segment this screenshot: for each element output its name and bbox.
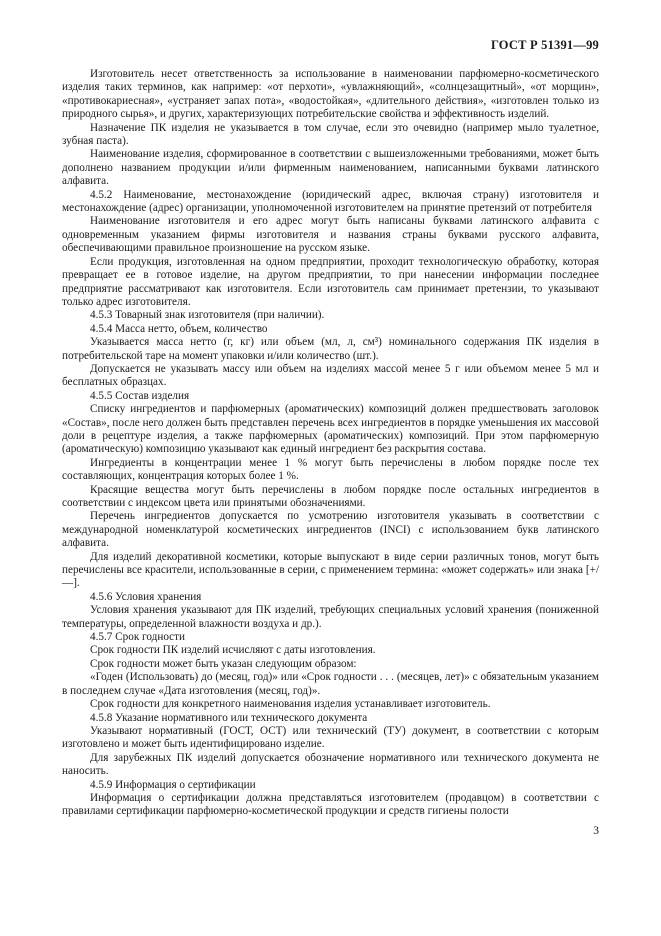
page-number: 3 <box>593 825 599 837</box>
section-heading: 4.5.8 Указание нормативного или технического документа <box>90 711 368 724</box>
paragraph: Условия хранения указывают для ПК изделий, требующих специальных условий хранения (пониженной температуры, определенной влажности воздуха и др.). <box>62 604 599 630</box>
paragraph: Если продукция, изготовленная на одном предприятии, проходит технологическую обработку, которая превращает ее в готовое изделие, на другом предприятии, то при нанесении информации последнее предприятие рассматривают как изготовителя. Если изготовитель сам принимает претензии, то указывают только адрес изготовителя. <box>62 255 599 308</box>
paragraph: Перечень ингредиентов допускается по усмотрению изготовителя указывать в соответствии с международной номенклатурой косметических ингредиентов (INCI) с использованием букв латинского алфавита. <box>62 510 599 550</box>
paragraph: Красящие вещества могут быть перечислены в любом порядке после остальных ингредиентов в соответствии с индексом цвета или принятыми обозначениями. <box>62 483 599 509</box>
section-heading: 4.5.9 Информация о сертификации <box>90 778 256 791</box>
paragraph: Указывается масса нетто (г, кг) или объем (мл, л, см³) номинального содержания ПК изделия в потребительской таре на момент упаковки и/или количество (шт.). <box>62 336 599 362</box>
paragraph: Информация о сертификации должна представляться изготовителем (продавцом) в соответствии с правилами сертификации парфюмерно-косметической продукции и средств гигиены полости <box>62 791 599 818</box>
paragraph: Срок годности для конкретного наименования изделия устанавливает изготовитель. <box>90 698 491 711</box>
paragraph: Наименование изготовителя и его адрес могут быть написаны буквами латинского алфавита с одновременным указанием фирмы изготовителя и названия страны буквами русского алфавита, обеспечивающими правильное произношение на русском языке. <box>62 215 599 255</box>
section-heading: 4.5.7 Срок годности <box>90 631 186 644</box>
paragraph: Ингредиенты в концентрации менее 1 % могут быть перечислены в любом порядке после тех составляющих, концентрация которых более 1 %. <box>62 456 599 483</box>
paragraph: «Годен (Использовать) до (месяц, год)» или «Срок годности . . . (месяцев, лет)» с обязательным указанием в последнем случае «Дата изготовления (месяц, год)». <box>62 671 599 697</box>
section-heading: 4.5.4 Масса нетто, объем, количество <box>90 322 268 335</box>
paragraph: Для изделий декоративной косметики, которые выпускают в виде серии различных тонов, могут быть перечислены все красители, использованные в серии, с применением термина: «может содержать» или знака [+/—]. <box>62 550 599 590</box>
paragraph: Наименование изделия, сформированное в соответствии с вышеизложенными требованиями, может быть дополнено названием продукции и/или фирменным наименованием, написанными буквами латинского алфавита. <box>62 148 599 188</box>
standard-designation: ГОСТ Р 51391—99 <box>490 38 599 52</box>
paragraph: Списку ингредиентов и парфюмерных (ароматических) композиций должен предшествовать заголовок «Состав», после него должен быть представлен перечень всех ингредиентов в порядке уменьшения их массовой доли в рецептуре изделия, а также парфюмерных (ароматических) композиций. При этом парфюмерную (ароматическую) композицию указывают как единый ингредиент без раскрытия состава. <box>62 403 599 456</box>
paragraph: Назначение ПК изделия не указывается в том случае, если это очевидно (например мыло туалетное, зубная паста). <box>62 121 599 148</box>
body-text <box>62 68 599 819</box>
paragraph: Изготовитель несет ответственность за использование в наименовании парфюмерно-косметического изделия таких терминов, как например: «от перхоти», «увлажняющий», «солнцезащитный», «от морщин», «противокариесная», «устраняет запах пота», «водостойкая», «длительного действия», «изготовлен только из природного сырья», и других, характеризующих потребительские свойства и эффективность изделий. <box>62 68 599 121</box>
section-heading: 4.5.2 Наименование, местонахождение (юридический адрес, включая страну) изготовителя и местонахождение (адрес) организации, уполномоченной изготовителем на принятие претензий от потребителя <box>62 188 599 215</box>
paragraph: Допускается не указывать массу или объем на изделиях массой менее 5 г или объемом менее 5 мл и бесплатных образцах. <box>62 362 599 389</box>
paragraph: Указывают нормативный (ГОСТ, ОСТ) или технический (ТУ) документ, в соответствии с которым изготовлено и может быть идентифицировано изделие. <box>62 724 599 751</box>
paragraph: Срок годности может быть указан следующим образом: <box>90 657 357 670</box>
section-heading: 4.5.5 Состав изделия <box>90 389 190 402</box>
section-heading: 4.5.3 Товарный знак изготовителя (при наличии). <box>90 309 325 322</box>
section-heading: 4.5.6 Условия хранения <box>90 590 202 603</box>
paragraph: Для зарубежных ПК изделий допускается обозначение нормативного или технического документа не наносить. <box>62 751 599 778</box>
paragraph: Срок годности ПК изделий исчисляют с даты изготовления. <box>90 644 376 657</box>
